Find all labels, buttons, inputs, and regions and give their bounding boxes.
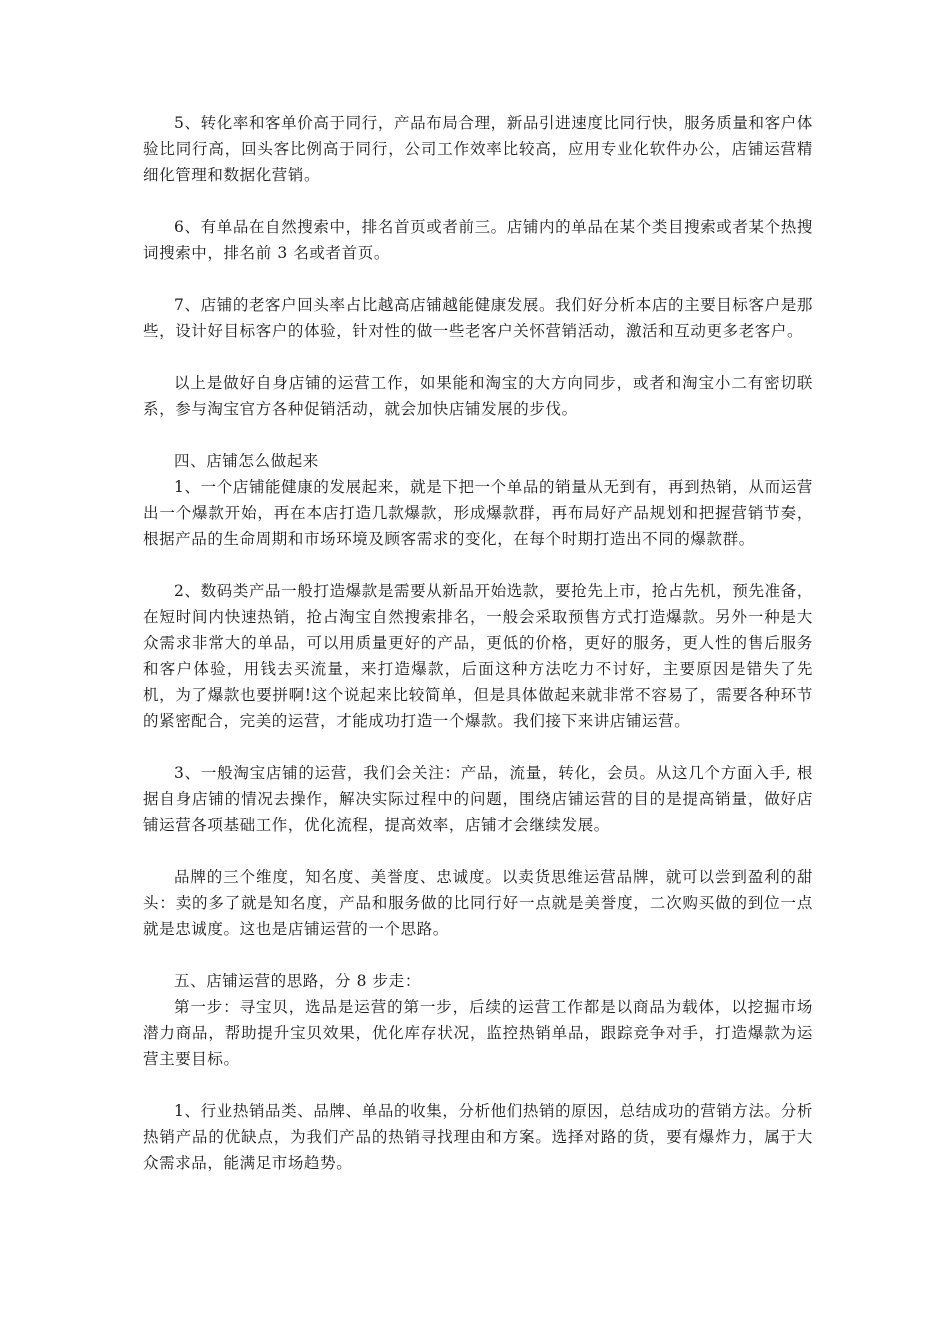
section-heading-4: 四、店铺怎么做起来 (174, 452, 319, 470)
paragraph-point-5: 5、转化率和客单价高于同行，产品布局合理，新品引进速度比同行快，服务质量和客户体验比同行高，回头客比例高于同行，公司工作效率比较高，应用专业化软件办公，店铺运营精细化管理和数据化营销。 (143, 114, 813, 184)
paragraph-point-6: 6、有单品在自然搜索中，排名首页或者前三。店铺内的单品在某个类目搜索或者某个热搜词搜索中，排名前 3 名或者首页。 (143, 218, 813, 262)
paragraph-summary: 以上是做好自身店铺的运营工作，如果能和淘宝的大方向同步，或者和淘宝小二有密切联系，参与淘宝官方各种促销活动，就会加快店铺发展的步伐。 (143, 374, 813, 418)
paragraph-section4-item-1: 1、一个店铺能健康的发展起来，就是下把一个单品的销量从无到有，再到热销，从而运营出一个爆款开始，再在本店打造几款爆款，形成爆款群，再布局好产品规划和把握营销节奏，根据产品的生命周期和市场环境及顾客需求的变化，在每个时期打造出不同的爆款群。 (143, 478, 813, 548)
paragraph-section4-item-3: 3、一般淘宝店铺的运营，我们会关注：产品，流量，转化，会员。从这几个方面入手, 根据自身店铺的情况去操作，解决实际过程中的问题，围绕店铺运营的目的是提高销量，做好店铺运营各项基础工作，优化流程，提高效率，店铺才会继续发展。 (143, 764, 813, 834)
section-heading-5: 五、店铺运营的思路，分 8 步走： (174, 972, 421, 990)
paragraph-point-7: 7、店铺的老客户回头率占比越高店铺越能健康发展。我们好分析本店的主要目标客户是那些，设计好目标客户的体验，针对性的做一些老客户关怀营销活动，激活和互动更多老客户。 (143, 296, 813, 340)
document-body (143, 110, 813, 1176)
paragraph-step-1: 第一步：寻宝贝，选品是运营的第一步，后续的运营工作都是以商品为载体，以挖掘市场潜力商品，帮助提升宝贝效果，优化库存状况，监控热销单品，跟踪竞争对手，打造爆款为运营主要目标。 (143, 998, 813, 1068)
paragraph-section4-item-2: 2、数码类产品一般打造爆款是需要从新品开始选款，要抢先上市，抢占先机，预先准备，在短时间内快速热销，抢占淘宝自然搜索排名，一般会采取预售方式打造爆款。另外一种是大众需求非常大的单品，可以用质量更好的产品，更低的价格，更好的服务，更人性的售后服务和客户体验，用钱去买流量，来打造爆款，后面这种方法吃力不讨好，主要原因是错失了先机，为了爆款也要拼啊!这个说起来比较简单，但是具体做起来就非常不容易了，需要各种环节的紧密配合，完美的运营，才能成功打造一个爆款。我们接下来讲店铺运营。 (143, 582, 813, 730)
paragraph-step1-item-1: 1、行业热销品类、品牌、单品的收集，分析他们热销的原因，总结成功的营销方法。分析热销产品的优缺点，为我们产品的热销寻找理由和方案。选择对路的货，要有爆炸力，属于大众需求品，能满足市场趋势。 (143, 1102, 813, 1172)
paragraph-brand-dimensions: 品牌的三个维度，知名度、美誉度、忠诚度。以卖货思维运营品牌，就可以尝到盈利的甜头：卖的多了就是知名度，产品和服务做的比同行好一点就是美誉度，二次购买做的到位一点就是忠诚度。这也是店铺运营的一个思路。 (143, 868, 813, 938)
